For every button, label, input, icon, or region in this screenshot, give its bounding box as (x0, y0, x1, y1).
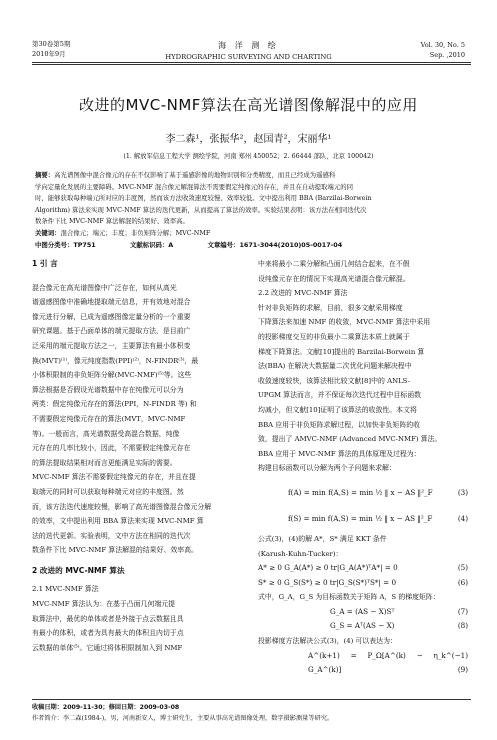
para-line: 不需要假定纯像元存在的算法(MVT，MVC-NMF (32, 414, 186, 423)
para-line: 设纯像元存在的情况下实现高光谱混合像元解混。 (258, 274, 410, 283)
para-line: 投影梯度方法解决公式(3)，(4) 可以表达为： (258, 637, 397, 646)
footnote-rule (32, 699, 471, 700)
para-line: 构建目标函数可以分解为两个子问题来求解： (258, 464, 396, 473)
abstract-label: 摘要： (35, 171, 55, 179)
para-line: 法的迭代更新。实验表明，文中方法在相同的迭代次 (32, 531, 191, 540)
para-line: 敛，提出了 AMVC-NMF (Advanced MVC-NMF) 算法。 (258, 435, 442, 444)
equation-5-number: (5) (457, 563, 468, 573)
para-line: 小体积限制的非负矩阵分解(MVC-NMF)⁽⁵⁾等。这些 (32, 371, 192, 380)
author-bio: 作者简介：李二森(1984-)，男，河南新安人，博士研究生，主要从事高光谱图像处理，数字摄影测量等研究。 (32, 715, 334, 722)
para-line: 元存在的几率比较小，因此，不需要假定纯像元存在 (32, 444, 191, 453)
meta-line (35, 240, 463, 252)
para-line: MVC-NMF 算法认为：在基于凸面几何端元提 (32, 600, 176, 609)
journal-title-en: HYDROGRAPHIC SURVEYING AND CHARTING (165, 53, 332, 61)
para-line: 公式(3)，(4)的解 A*，S* 满足 KKT 条件 (258, 534, 387, 543)
section-2-1-title: 2.1 MVC-NMF 算法 (32, 585, 99, 594)
right-column (258, 257, 468, 678)
equation-8-number: (8) (457, 621, 468, 631)
para-line: 混合像元在高光谱图像中广泛存在，如何从高光 (32, 283, 177, 292)
para-line: BBA 应用于非负矩阵求解过程，以加快非负矩阵的收 (258, 420, 420, 429)
equation-7-body: G_A = (AS − X)Sᵀ (330, 606, 395, 616)
doc-code-label: 文献标识码：A (129, 240, 174, 249)
para-line: 有最小的体积，或者为具有最大的体积且内切于点 (32, 629, 184, 638)
keywords-label: 关键词： (35, 228, 61, 237)
keywords-text: 混合像元；端元；丰度；非负矩阵分解；MVC-NMF (60, 228, 211, 237)
section-2-title: 2 改进的 MVC-NMF 算法 (32, 565, 125, 575)
equation-8 (258, 619, 468, 634)
article-no-label: 文章编号：1671-3044(2010)05-0017-04 (207, 240, 343, 249)
abstract-line (35, 170, 463, 182)
para-line: 法(BBA) 在解决大数据量二次优化问题来解决程中 (258, 362, 412, 371)
equation-7 (258, 605, 468, 620)
para-line: 研究课题。基于凸面单体的端元提取方法，是目前广 (32, 327, 191, 336)
equation-5-body: A* ≥ 0 G_A(A*) ≥ 0 tr|G_A(A*)ᵀA*| = 0 (258, 563, 398, 573)
equation-6-number: (6) (457, 577, 468, 587)
para-line: 的算法提取结果相对而言更能满足实际的需要。 (32, 458, 177, 467)
para-line: MVC-NMF 算法不需要假定纯像元的存在，并且在提 (32, 473, 196, 482)
equation-6 (258, 576, 468, 591)
volume-label: Vol. 30, No. 5 (420, 41, 465, 49)
para-line: BBA 应用于 MVC-NMF 算法的具体原理及过程为： (258, 449, 421, 458)
abstract-line: 时，能够获取每种端元所对应的丰度图，然而该方法收敛速度较慢、效率较低。文中提出利用 BBA (Barzilai-Borwein (35, 194, 372, 203)
para-line: 针对非负矩阵的求解，目前，很多文献采用梯度 (258, 303, 403, 312)
section-1-title: 1 引 言 (32, 259, 58, 268)
equation-3-number: (3) (457, 487, 468, 497)
abstract (35, 170, 463, 251)
section-1-body (32, 281, 237, 558)
para-line: 下降算法来加速 NMF 的收敛，MVC-NMF 算法中采用 (258, 318, 431, 327)
equation-7-number: (7) (457, 606, 468, 616)
abstract-text: 高光谱图像中混合像元的存在不仅影响了基于遥感影像的地物识别和分类精度，而且已经成为遥感科 (54, 171, 336, 179)
header-rule-thin (32, 64, 471, 65)
abstract-line: 数条件下比 MVC-NMF 算法解混的结果好、效率高。 (35, 217, 189, 226)
section-2-2-title: 2.2 改进的 MVC-NMF 算法 (258, 289, 348, 298)
equation-3-body: f(A) = min f(A,S) = min ½ ‖ x − AS ‖²_F (288, 487, 433, 497)
abstract-line: Algorithm) 算法来实现 MVC-NMF 算法的迭代更新，从而提高了算法的效率。实验结果表明：该方法在相同迭代次 (35, 205, 367, 214)
para-line: 等)。一般而言，高光谱数据受高混合数据，纯像 (32, 429, 180, 438)
para-line: 两类：假定纯像元存在的算法(PPI，N-FINDR 等) 和 (32, 400, 197, 409)
para-line: 取端元的同时可以获取每种端元对应的丰度图。然 (32, 487, 184, 496)
para-line: 中来将最小二乘分解和凸面几何结合起来，在不假 (258, 260, 410, 268)
issue-label: 第30卷第5期 (32, 40, 71, 48)
para-line: (Karush-Kuhn-Tucker)： (258, 549, 343, 558)
equation-4 (258, 508, 468, 530)
para-line: 的投影梯度交互的非负最小二乘算法本质上就属于 (258, 332, 410, 341)
received-date: 收稿日期：2009-11-30；修回日期：2009-03-08 (32, 704, 180, 711)
equation-8-body: G_S = Aᵀ(AS − X) (330, 621, 395, 631)
para-line: 而，该方法迭代速度较慢，影响了高光谱图像混合像元分解 (32, 502, 212, 511)
para-line: 泛采用的端元提取方法之一，主要算法有最小体积变 (32, 341, 191, 350)
keywords-line (35, 228, 463, 240)
affiliation: (1. 解放军信息工程大学 测绘学院，河南 郑州 450052；2. 66444 部队，北京 100042) (123, 153, 374, 160)
equation-6-body: S* ≥ 0 G_S(S*) ≥ 0 tr|G_S(S*)ᵀS*| = 0 (258, 577, 397, 587)
equation-9-body: A^(k+1) = P_Ω[A^(k) − η_k^(−1) G_A^(k)] (308, 650, 468, 675)
para-line: 收敛速度较快，该算法相比较文献[8]中的 ANLS- (258, 376, 410, 385)
para-line: 梯度下降算法。文献[10]提出的 Barzilai-Borwein 算 (258, 347, 425, 356)
date-label: 2010年9月 (32, 50, 66, 58)
equation-9 (258, 649, 468, 678)
para-line: 的效率，文中提出利用 BBA 算法来实现 MVC-NMF 算 (32, 517, 204, 526)
journal-title-cn: 海 洋 测 绘 (218, 41, 279, 50)
para-line: 算法根据是否假设光谱数据中存在纯像元可以分为 (32, 385, 184, 394)
para-line: 均减小，但文献[10]证明了该算法的收敛性。本文将 (258, 405, 417, 414)
left-column (32, 257, 237, 655)
para-line: 像元进行分解，已成为遥感图像定量分析的一个重要 (32, 312, 191, 321)
para-line: 云数据的单体⁽⁵⁾。它通过将体积限制加入到 NMF (32, 643, 183, 652)
equation-4-number: (4) (457, 513, 468, 523)
equation-9-number: (9) (457, 665, 468, 675)
equation-4-body: f(S) = min f(A,S) = min ½ ‖ x − AS ‖²_F (288, 513, 433, 523)
para-line: 数条件下比 MVC-NMF 算法解混的结果好、效率高。 (32, 546, 198, 555)
paper-title: 改进的MVC-NMF算法在高光谱图像解混中的应用 (79, 96, 418, 114)
para-line: 式中，G_A，G_S 为目标函数关于矩阵 A，S 的梯度矩阵： (258, 593, 440, 602)
equation-3 (258, 482, 468, 504)
para-line: 取算法中，最优的单体或者是外接于点云数据且具 (32, 614, 184, 623)
para-line: 换(MVT)⁽¹⁾，像元纯度指数(PPI)⁽²⁾，N-FINDR⁽³⁾，最 (32, 356, 199, 365)
clc-label: 中图分类号：TP751 (35, 240, 96, 249)
equation-5 (258, 561, 468, 576)
section-2-1-body (32, 597, 237, 655)
header-rule (32, 62, 471, 63)
para-line: 谱遥感图像中准确地提取端元信息，并有效地对混合 (32, 298, 191, 307)
abstract-line: 学向定量化发展的主要障碍。MVC-NMF 混合像元解混算法不需要假定纯像元的存在，并且在自动提取端元的同 (35, 182, 353, 191)
date-en-label: Sep. ,2010 (429, 51, 465, 59)
para-line: UPGM 算法而言，并不保证每次迭代过程中目标函数 (258, 391, 422, 400)
authors: 李二森¹，张振华²，赵国青²，宋丽华¹ (165, 134, 332, 145)
